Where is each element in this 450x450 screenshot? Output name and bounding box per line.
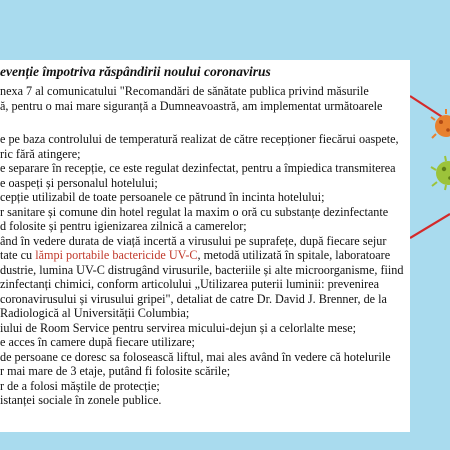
measure-line bbox=[0, 292, 410, 307]
measure-text: r de a folosi măștile de protecție; bbox=[0, 378, 160, 393]
measure-line bbox=[0, 248, 410, 263]
measure-text: ric fără atingere; bbox=[0, 146, 81, 161]
measure-line bbox=[0, 147, 410, 162]
document-page bbox=[0, 60, 410, 432]
measure-line bbox=[0, 306, 410, 321]
measure-text: de persoane ce doresc sa folosească liftul, mai ales având în vedere că hotelurile bbox=[0, 349, 391, 364]
measure-text: tate cu bbox=[0, 248, 36, 262]
measure-line bbox=[0, 277, 410, 292]
intro-line: ă, pentru o mai mare siguranță a Dumneavoastră, am implementat următoarele bbox=[0, 98, 383, 113]
measure-text: ând în vedere durata de viață incertă a virusului pe suprafețe, după fiecare sejur bbox=[0, 233, 387, 248]
measure-line bbox=[0, 234, 410, 249]
measure-line bbox=[0, 176, 410, 191]
measure-text: e separare în recepție, ce este regulat dezinfectat, pentru a împiedica transmiterea bbox=[0, 161, 396, 175]
measure-text: r sanitare și comune din hotel regulat la maxim o oră cu substanțe dezinfectante bbox=[0, 204, 389, 219]
measure-line bbox=[0, 393, 410, 408]
intro-paragraph bbox=[0, 84, 410, 113]
measure-line bbox=[0, 364, 410, 379]
measure-text: r mai mare de 3 etaje, putând fi folosite scările; bbox=[0, 364, 231, 378]
measure-line bbox=[0, 161, 410, 176]
no-virus-icon bbox=[410, 90, 450, 250]
measure-line bbox=[0, 379, 410, 394]
measures-list bbox=[0, 132, 410, 408]
measure-text: e pe baza controlului de temperatură realizat de către recepționer fiecărui oaspete, bbox=[0, 132, 399, 146]
measure-text: e oaspeți și personalul hotelului; bbox=[0, 175, 158, 190]
measure-text: d folosite și pentru igienizarea zilnică a camerelor; bbox=[0, 219, 247, 233]
highlighted-text: lămpi portabile bactericide UV-C bbox=[35, 248, 198, 262]
measure-line bbox=[0, 321, 410, 336]
measure-text: zinfectanți chimici, conform articolului „Utilizarea puterii luminii: prevenirea bbox=[0, 277, 380, 291]
measure-line bbox=[0, 190, 410, 205]
measure-line bbox=[0, 205, 410, 220]
measure-text: istanței sociale în zonele publice. bbox=[0, 393, 162, 407]
measure-text: coronavirusului și virusului gripei", detaliat de catre Dr. David J. Brenner, de la bbox=[0, 291, 387, 306]
measure-line bbox=[0, 132, 410, 147]
measure-text: dustrie, lumina UV-C distrugând virusurile, bacteriile și alte microorganisme, fiind bbox=[0, 262, 404, 277]
measure-text: cepție utilizabil de toate persoanele ce pătrund în incinta hotelului; bbox=[0, 190, 325, 204]
measure-line bbox=[0, 335, 410, 350]
measure-line bbox=[0, 219, 410, 234]
orange-virus-icon bbox=[431, 109, 450, 138]
measure-text: e acces în camere după fiecare utilizare; bbox=[0, 335, 195, 349]
measure-text-continued: , metodă utilizată în spitale, laboratoare bbox=[197, 248, 391, 262]
document-title: evenție împotriva răspândirii noului coronavirus bbox=[0, 64, 271, 79]
green-virus-icon bbox=[431, 156, 450, 190]
measure-text: Radiologică al Universității Columbia; bbox=[0, 306, 190, 320]
measure-text: iului de Room Service pentru servirea micului-dejun și a celorlalte mese; bbox=[0, 320, 357, 335]
measure-line bbox=[0, 263, 410, 278]
measure-line bbox=[0, 350, 410, 365]
intro-line: nexa 7 al comunicatului "Recomandări de sănătate publica privind măsurile bbox=[0, 84, 369, 98]
